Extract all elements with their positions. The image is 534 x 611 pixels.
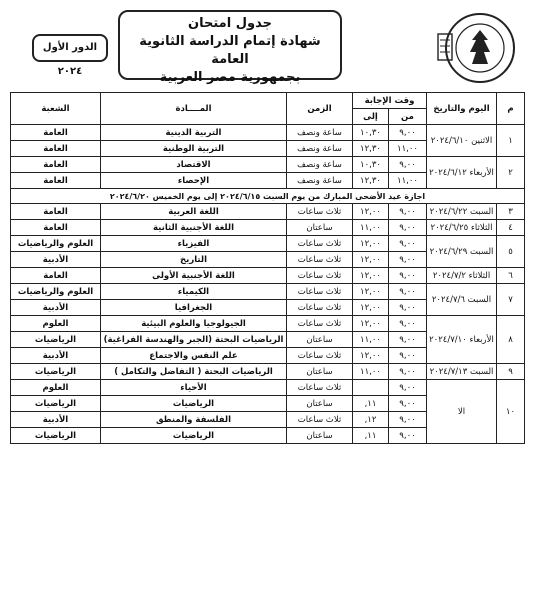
table-row — [11, 316, 525, 332]
row-from: ٩,٠٠ — [389, 236, 427, 252]
row-subject: الإحصاء — [101, 173, 287, 189]
exam-schedule-page — [10, 6, 526, 606]
row-to: ١٢,٠٠ — [353, 300, 389, 316]
row-subject: الفلسفة والمنطق — [101, 412, 287, 428]
row-to: ١١,٠٠ — [353, 220, 389, 236]
row-number: ٨ — [497, 316, 525, 364]
row-day-date: السبت ٢٠٢٤/٧/٦ — [427, 284, 497, 316]
row-number: ٣ — [497, 204, 525, 220]
row-from: ٩,٠٠ — [389, 348, 427, 364]
row-duration: ثلاث ساعات — [287, 348, 353, 364]
row-day-date: الأربعاء ٢٠٢٤/٦/١٢ — [427, 157, 497, 189]
row-division: العامة — [11, 125, 101, 141]
row-day-date: السبت ٢٠٢٤/٧/١٣ — [427, 364, 497, 380]
row-duration: ثلاث ساعات — [287, 380, 353, 396]
row-from: ٩,٠٠ — [389, 316, 427, 332]
header — [10, 6, 526, 88]
row-division: الرياضيات — [11, 396, 101, 412]
row-duration: ثلاث ساعات — [287, 268, 353, 284]
row-day-date: السبت ٢٠٢٤/٦/٢٩ — [427, 236, 497, 268]
row-day-date: الأربعاء ٢٠٢٤/٧/١٠ — [427, 316, 497, 364]
row-to: ١٢,٠٠ — [353, 204, 389, 220]
row-from: ٩,٠٠ — [389, 204, 427, 220]
row-number: ٩ — [497, 364, 525, 380]
row-to: ١١, — [353, 428, 389, 444]
title-line-2: شهادة إتمام الدراسة الثانوية العامة — [139, 34, 321, 67]
row-day-date: الثلاثاء ٢٠٢٤/٦/٢٥ — [427, 220, 497, 236]
header-answer-time: وقت الإجابة — [353, 93, 427, 109]
table-row — [11, 157, 525, 173]
row-subject: الاقتصاد — [101, 157, 287, 173]
row-subject: الرياضيات البحتة ( التفاضل والتكامل ) — [101, 364, 287, 380]
row-to: ١٢,٣٠ — [353, 173, 389, 189]
row-division: العامة — [11, 157, 101, 173]
row-from: ٩,٠٠ — [389, 300, 427, 316]
row-duration: ساعة ونصف — [287, 125, 353, 141]
row-duration: ساعتان — [287, 220, 353, 236]
table-row — [11, 220, 525, 236]
row-number: ٦ — [497, 268, 525, 284]
header-no: م — [497, 93, 525, 125]
round-badge: الدور الأول ٢٠٢٤ — [32, 34, 108, 62]
row-subject: التربية الدينية — [101, 125, 287, 141]
row-number: ٥ — [497, 236, 525, 268]
table-row — [11, 268, 525, 284]
row-to: ١٢,٠٠ — [353, 348, 389, 364]
row-to: ١٢,٠٠ — [353, 316, 389, 332]
row-subject: الرياضيات — [101, 428, 287, 444]
header-from: من — [389, 109, 427, 125]
row-to: ١١, — [353, 396, 389, 412]
row-duration: ثلاث ساعات — [287, 412, 353, 428]
row-from: ١١,٠٠ — [389, 173, 427, 189]
row-from: ٩,٠٠ — [389, 284, 427, 300]
row-division: الرياضيات — [11, 364, 101, 380]
row-to: ١٢,٠٠ — [353, 252, 389, 268]
row-division: الأدبية — [11, 252, 101, 268]
row-duration: ساعتان — [287, 332, 353, 348]
header-duration: الزمن — [287, 93, 353, 125]
row-from: ٩,٠٠ — [389, 332, 427, 348]
row-duration: ساعتان — [287, 396, 353, 412]
row-day-date: الثلاثاء ٢٠٢٤/٧/٢ — [427, 268, 497, 284]
row-subject: الأحياء — [101, 380, 287, 396]
ministry-logo — [418, 10, 518, 86]
row-from: ٩,٠٠ — [389, 220, 427, 236]
row-subject: الفيزياء — [101, 236, 287, 252]
row-to: ١١,٠٠ — [353, 332, 389, 348]
row-to: ١٢, — [353, 412, 389, 428]
row-to: ١٠,٣٠ — [353, 125, 389, 141]
row-from: ٩,٠٠ — [389, 252, 427, 268]
row-number: ٤ — [497, 220, 525, 236]
row-duration: ساعة ونصف — [287, 173, 353, 189]
row-subject: التربية الوطنية — [101, 141, 287, 157]
row-to: ١١,٠٠ — [353, 364, 389, 380]
row-duration: ثلاث ساعات — [287, 252, 353, 268]
row-number: ١٠ — [497, 380, 525, 444]
row-number: ٢ — [497, 157, 525, 189]
table-row — [11, 380, 525, 396]
row-subject: اللغة الأجنبية الأولى — [101, 268, 287, 284]
row-subject: الجغرافيا — [101, 300, 287, 316]
header-day-date: اليوم والتاريخ — [427, 93, 497, 125]
row-from: ٩,٠٠ — [389, 125, 427, 141]
row-to — [353, 380, 389, 396]
row-division: الأدبية — [11, 412, 101, 428]
table-row — [11, 125, 525, 141]
row-subject: التاريخ — [101, 252, 287, 268]
header-to: إلى — [353, 109, 389, 125]
row-division: العامة — [11, 220, 101, 236]
row-division: العامة — [11, 173, 101, 189]
header-subject: المــــادة — [101, 93, 287, 125]
row-division: الأدبية — [11, 348, 101, 364]
row-duration: ساعتان — [287, 364, 353, 380]
header-division: الشعبة — [11, 93, 101, 125]
row-from: ٩,٠٠ — [389, 364, 427, 380]
row-from: ٩,٠٠ — [389, 428, 427, 444]
row-to: ١٢,٣٠ — [353, 141, 389, 157]
row-to: ١٢,٠٠ — [353, 284, 389, 300]
schedule-table — [10, 92, 525, 444]
row-duration: ثلاث ساعات — [287, 284, 353, 300]
row-from: ١١,٠٠ — [389, 141, 427, 157]
row-duration: ساعتان — [287, 428, 353, 444]
schedule-body — [11, 204, 525, 444]
row-division: العلوم والرياضيات — [11, 284, 101, 300]
row-division: العامة — [11, 204, 101, 220]
row-subject: الرياضيات البحتة (الجبر والهندسة الفراغية) — [101, 332, 287, 348]
holiday-note: اجازة عيد الأضحى المبارك من يوم السبت ٢٠٢٤/٦/١٥ إلى يوم الخميس ٢٠٢٤/٦/٢٠ — [11, 189, 525, 204]
row-number: ١ — [497, 125, 525, 157]
row-from: ٩,٠٠ — [389, 380, 427, 396]
row-subject: الجيولوجيا والعلوم البيئية — [101, 316, 287, 332]
row-subject: الكيمياء — [101, 284, 287, 300]
row-from: ٩,٠٠ — [389, 412, 427, 428]
row-day-date: الاثنين ٢٠٢٤/٦/١٠ — [427, 125, 497, 157]
row-duration: ثلاث ساعات — [287, 204, 353, 220]
table-row — [11, 236, 525, 252]
row-subject: اللغة العربية — [101, 204, 287, 220]
row-duration: ثلاث ساعات — [287, 300, 353, 316]
holiday-note-row — [11, 189, 525, 204]
table-row — [11, 364, 525, 380]
row-division: العامة — [11, 268, 101, 284]
row-duration: ثلاث ساعات — [287, 236, 353, 252]
row-from: ٩,٠٠ — [389, 268, 427, 284]
title-box — [118, 10, 342, 85]
row-subject: اللغة الأجنبية الثانية — [101, 220, 287, 236]
row-division: الأدبية — [11, 300, 101, 316]
row-from: ٩,٠٠ — [389, 396, 427, 412]
row-division: العامة — [11, 141, 101, 157]
row-duration: ثلاث ساعات — [287, 316, 353, 332]
table-row — [11, 204, 525, 220]
row-to: ١٠,٣٠ — [353, 157, 389, 173]
row-division: العلوم والرياضيات — [11, 236, 101, 252]
row-number: ٧ — [497, 284, 525, 316]
row-division: الرياضيات — [11, 332, 101, 348]
row-duration: ساعة ونصف — [287, 157, 353, 173]
table-row — [11, 284, 525, 300]
row-division: العلوم — [11, 316, 101, 332]
row-division: الرياضيات — [11, 428, 101, 444]
row-to: ١٢,٠٠ — [353, 268, 389, 284]
title-line-3: بجمهورية مصر العربية — [159, 70, 301, 85]
row-to: ١٢,٠٠ — [353, 236, 389, 252]
row-subject: علم النفس والاجتماع — [101, 348, 287, 364]
title-line-1: جدول امتحان — [188, 16, 272, 31]
row-from: ٩,٠٠ — [389, 157, 427, 173]
row-subject: الرياضيات — [101, 396, 287, 412]
row-division: العلوم — [11, 380, 101, 396]
row-duration: ساعة ونصف — [287, 141, 353, 157]
row-day-date: الا — [427, 380, 497, 444]
row-day-date: السبت ٢٠٢٤/٦/٢٢ — [427, 204, 497, 220]
